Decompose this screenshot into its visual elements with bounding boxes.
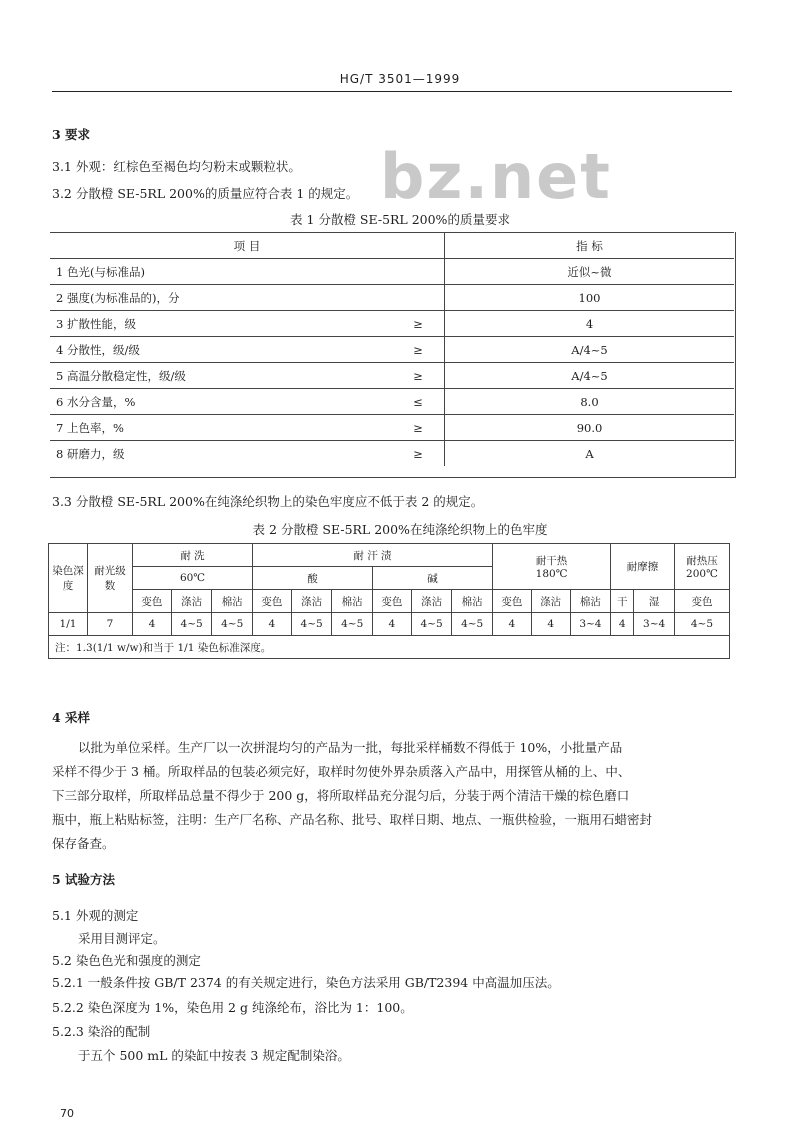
t2-sub: 棉沾 (332, 590, 373, 613)
section-4-heading: 4 采样 (52, 710, 91, 725)
section-5-heading: 5 试验方法 (52, 872, 116, 887)
t2-cell: 4 (492, 613, 531, 636)
table1-value: A/4~5 (445, 363, 735, 389)
t2-cell: 7 (88, 613, 133, 636)
document-header: HG/T 3501—1999 (339, 72, 461, 86)
t2-cell: 4~5 (332, 613, 373, 636)
table1-sym: ≥ (392, 415, 445, 441)
table1-value: 100 (445, 285, 735, 311)
table1-sym: ≥ (392, 441, 445, 467)
t2-sub: 棉沾 (570, 590, 611, 613)
table-row (50, 389, 734, 415)
t2-cell: 4 (133, 613, 172, 636)
table1-head-item: 项 目 (50, 233, 445, 259)
table1-value: 近似~微 (445, 259, 735, 285)
table-row (50, 259, 734, 285)
table1-value: A (445, 441, 735, 467)
table1-value: 8.0 (445, 389, 735, 415)
paragraph-line: 保存备查。 (52, 836, 115, 851)
t2-depth-head: 染色深度 (49, 544, 88, 613)
item-5-2-2: 5.2.2 染色深度为 1%，染色用 2 g 纯涤纶布，浴比为 1：100。 (52, 1000, 413, 1015)
table1-item: 8 研磨力，级 (50, 441, 392, 467)
table-row (50, 415, 734, 441)
t2-cell: 4~5 (291, 613, 332, 636)
table-row (50, 441, 734, 467)
table-row (49, 613, 730, 636)
table-row (50, 285, 734, 311)
item-3-1: 3.1 外观：红棕色至褐色均匀粉末或颗粒状。 (52, 159, 301, 174)
t2-sub: 涤沾 (531, 590, 570, 613)
table2-caption: 表 2 分散橙 SE-5RL 200%在纯涤纶织物上的色牢度 (252, 522, 548, 537)
t2-sublim-head (674, 544, 729, 590)
item-3-3: 3.3 分散橙 SE-5RL 200%在纯涤纶织物上的染色牢度应不低于表 2 的规定。 (52, 494, 484, 509)
t2-sub: 变色 (133, 590, 172, 613)
paragraph-line: 下三部分取样，所取样品总量不得少于 200 g，将所取样品充分混匀后，分装于两个清洁干燥的棕色磨口 (52, 788, 630, 803)
table2-note: 注：1.3(1/1 w/w)和当于 1/1 染色标准深度。 (49, 636, 730, 659)
table1-item: 1 色光(与标准品) (50, 259, 392, 285)
item-5-1-body: 采用目测评定。 (78, 931, 166, 946)
table-row (50, 363, 734, 389)
table1-caption: 表 1 分散橙 SE-5RL 200%的质量要求 (290, 212, 510, 227)
t2-sub: 涤沾 (411, 590, 452, 613)
table1-sym: ≥ (392, 337, 445, 363)
t2-sub: 涤沾 (291, 590, 332, 613)
item-5-1: 5.1 外观的测定 (52, 908, 139, 923)
t2-cell: 4 (531, 613, 570, 636)
table1-value: A/4~5 (445, 337, 735, 363)
t2-cell: 4~5 (171, 613, 212, 636)
t2-sub: 变色 (674, 590, 729, 613)
t2-cell: 4~5 (411, 613, 452, 636)
paragraph-line: 瓶中，瓶上粘贴标签，注明：生产厂名称、产品名称、批号、取样日期、地点、一瓶供检验，一瓶用石蜡密封 (52, 812, 653, 827)
t2-wash-sub: 60℃ (133, 567, 253, 590)
section-3-heading: 3 要求 (52, 127, 91, 142)
t2-cell: 4~5 (674, 613, 729, 636)
table1-sym: ≤ (392, 389, 445, 415)
t2-sub: 棉沾 (452, 590, 493, 613)
table1-sym (392, 285, 445, 311)
table1-item: 5 高温分散稳定性，级/级 (50, 363, 392, 389)
table1-item: 7 上色率，% (50, 415, 392, 441)
item-5-2-3: 5.2.3 染浴的配制 (52, 1024, 151, 1039)
t2-cell: 4 (372, 613, 411, 636)
t2-sub: 湿 (634, 590, 675, 613)
t2-sub: 变色 (252, 590, 291, 613)
table1-value: 4 (445, 311, 735, 337)
quality-requirements-table (50, 232, 734, 466)
table1-right-rule (735, 232, 736, 477)
table1-value: 90.0 (445, 415, 735, 441)
table1-item: 6 水分含量，% (50, 389, 392, 415)
header-rule (52, 91, 732, 92)
t2-sub: 棉沾 (212, 590, 253, 613)
table-row (50, 337, 734, 363)
section-4-paragraph (52, 736, 752, 856)
t2-rub-head: 耐摩擦 (611, 544, 675, 590)
table1-sym (392, 259, 445, 285)
paragraph-line: 采样不得少于 3 桶。所取样品的包装必须完好，取样时勿使外界杂质落入产品中，用探管从桶的上、中、 (52, 764, 631, 779)
t2-alkali-head: 碱 (372, 567, 492, 590)
table1-bottom-rule (50, 477, 736, 478)
table-row (50, 311, 734, 337)
t2-light-head: 耐光级数 (88, 544, 133, 613)
t2-cell: 3~4 (634, 613, 675, 636)
table1-head-value: 指 标 (445, 233, 735, 259)
t2-sub: 涤沾 (171, 590, 212, 613)
table1-sym: ≥ (392, 311, 445, 337)
table1-item: 4 分散性，级/级 (50, 337, 392, 363)
t2-sublim-sub: 200℃ (686, 568, 718, 580)
t2-cell: 4 (611, 613, 634, 636)
t2-sublim-label: 耐热压 (686, 555, 718, 567)
table1-item: 2 强度(为标准品的)，分 (50, 285, 392, 311)
item-3-2: 3.2 分散橙 SE-5RL 200%的质量应符合表 1 的规定。 (52, 186, 359, 201)
paragraph-line: 以批为单位采样。生产厂以一次拼混均匀的产品为一批，每批采样桶数不得低于 10%，小批量产品 (78, 740, 623, 755)
table1-sym: ≥ (392, 363, 445, 389)
page-number: 70 (60, 1107, 74, 1120)
watermark: bz.net (380, 140, 612, 213)
table1-item: 3 扩散性能，级 (50, 311, 392, 337)
t2-dryheat-sub: 180℃ (535, 568, 568, 580)
t2-cell: 1/1 (49, 613, 88, 636)
t2-cell: 4 (252, 613, 291, 636)
t2-cell: 4~5 (452, 613, 493, 636)
t2-sweat-head: 耐 汗 渍 (252, 544, 492, 567)
t2-dryheat-label: 耐干热 (535, 555, 568, 567)
t2-sub: 变色 (372, 590, 411, 613)
t2-dryheat-head (492, 544, 610, 590)
item-5-2: 5.2 染色色光和强度的测定 (52, 953, 201, 968)
t2-cell: 4~5 (212, 613, 253, 636)
t2-acid-head: 酸 (252, 567, 372, 590)
t2-wash-head: 耐 洗 (133, 544, 253, 567)
color-fastness-table (48, 543, 730, 659)
t2-cell: 3~4 (570, 613, 611, 636)
item-5-2-1: 5.2.1 一般条件按 GB/T 2374 的有关规定进行，染色方法采用 GB/T2394 中高温加压法。 (52, 975, 560, 990)
t2-sub: 变色 (492, 590, 531, 613)
t2-sub: 干 (611, 590, 634, 613)
item-5-2-3-body: 于五个 500 mL 的染缸中按表 3 规定配制染浴。 (78, 1048, 350, 1063)
